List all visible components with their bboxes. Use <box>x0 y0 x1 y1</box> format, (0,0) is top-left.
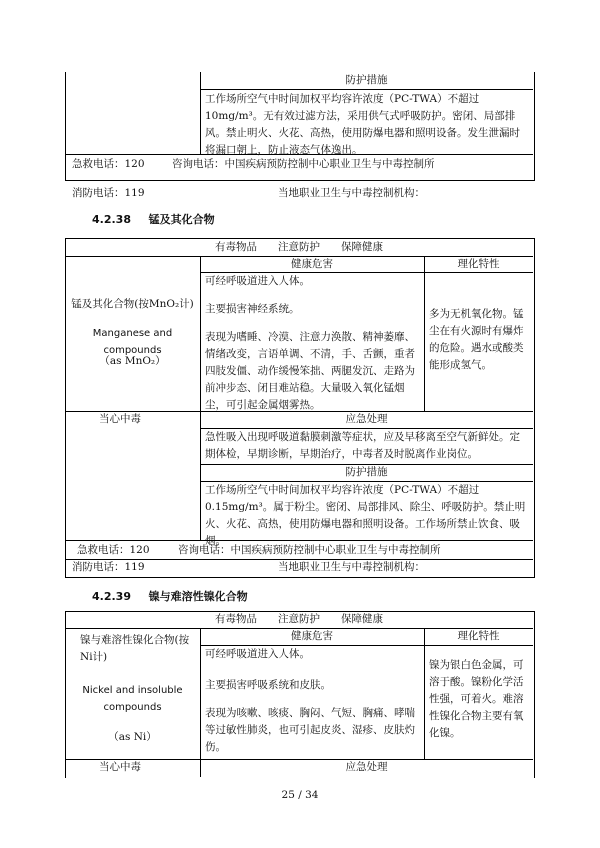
section-39-emergency-header: 应急处理 <box>345 761 388 773</box>
section-38-col-divider-1 <box>200 256 201 540</box>
section-39-name-en-as: （as Ni） <box>108 731 157 743</box>
section-39-hazard-2: 主要损害呼吸系统和皮肤。 <box>205 679 331 691</box>
section-38-consult-phone: 咨询电话：中国疾病预防控制中心职业卫生与中毒控制所 <box>178 544 441 556</box>
section-38-local-org: 当地职业卫生与中毒控制机构： <box>278 561 425 573</box>
section-39-caution-label: 当心中毒 <box>99 761 141 773</box>
section-38-health-header: 健康危害 <box>291 258 333 270</box>
section-38-title: 锰及其化合物 <box>148 213 215 226</box>
section-38-warning-line: 有毒物品 注意防护 保障健康 <box>215 241 383 253</box>
section-39-property-text: 镍为银白色金属，可溶于酸。镍粉化学活性强，可着火。难溶性镍化合物主要有氧化镍。 <box>429 659 524 739</box>
section-38-hazard-1: 可经呼吸道进入人体。 <box>205 275 310 287</box>
top-protect-header-line <box>200 89 533 90</box>
top-emergency-phone: 急救电话：120 <box>72 158 145 170</box>
section-38-row-line-6 <box>65 540 533 541</box>
section-39-number: 4.2.39 <box>92 590 131 603</box>
top-consult-phone: 咨询电话：中国疾病预防控制中心职业卫生与中毒控制所 <box>172 158 435 170</box>
section-38-emergency-header: 应急处理 <box>345 413 388 425</box>
section-39-name-en-1: Nickel and insoluble <box>82 685 183 696</box>
page-number: 25 / 34 <box>281 789 319 801</box>
section-39-name-cn: 镍与难溶性镍化合物(按Ni计) <box>80 634 190 663</box>
section-38-hazard-3: 表现为嗜睡、冷漠、注意力涣散、精神萎靡、情绪改变，言语单调、不清，手、舌颤，重者四肢发僵、动作缓慢笨拙、两腿发沉、走路为前冲步态、闭目难站稳。大量吸入氧化锰烟尘，可引起金属烟雾热。 <box>205 331 415 411</box>
section-39-warning-line: 有毒物品 注意防护 保障健康 <box>215 613 383 625</box>
section-38-protect-text: 工作场所空气中时间加权平均容许浓度（PC-TWA）不超过0.15mg/m³。属于粉尘。密闭、局部排风、除尘、呼吸防护。禁止明火、火花、高热，使用防爆电器和照明设备。工作场所禁止饮食、吸烟。 <box>205 484 526 547</box>
section-39-hazard-3: 表现为咳嗽、咳痰、胸闷、气短、胸痛、哮喘等过敏性肺炎，也可引起皮炎、湿疹、皮肤灼伤。 <box>205 707 415 753</box>
section-38-name-cn: 锰及其化合物(按MnO₂计) <box>71 298 194 310</box>
top-protect-title: 防护措施 <box>345 74 388 86</box>
section-39-title: 镍与难溶性镍化合物 <box>148 590 248 603</box>
section-38-caution-label: 当心中毒 <box>99 413 141 425</box>
section-38-name-en-as: （as MnO₂） <box>99 355 166 367</box>
section-38-heading <box>92 211 215 227</box>
section-39-hazard-1: 可经呼吸道进入人体。 <box>205 648 310 660</box>
section-39-health-header: 健康危害 <box>291 630 333 642</box>
section-38-property-header: 理化特性 <box>457 258 500 270</box>
section-38-fire-phone: 消防电话：119 <box>72 561 145 573</box>
section-38-emergency-text: 急性吸入出现呼吸道黏膜刺激等症状，应及早移离至空气新鲜处。定期体检，早期诊断，早期治疗，中毒者及时脱离作业岗位。 <box>205 431 520 460</box>
top-protect-text: 工作场所空气中时间加权平均容许浓度（PC-TWA）不超过10mg/m³。无有效过滤方法，采用供气式呼吸防护。密闭、局部排风。禁止明火、火花、高热，使用防爆电器和照明设备。发生泄漏时将漏口朝上，防止液态气体逸出。 <box>205 93 520 156</box>
section-38-number: 4.2.38 <box>92 213 131 226</box>
section-38-property-text: 多为无机氧化物。锰尘在有火源时有爆炸的危险。遇水或酸类能形成氢气。 <box>429 308 524 371</box>
top-local-org: 当地职业卫生与中毒控制机构： <box>278 187 425 199</box>
section-38-col-divider-2 <box>424 256 425 411</box>
section-39-col-divider-1 <box>200 628 201 777</box>
top-fire-phone: 消防电话：119 <box>72 187 145 199</box>
section-38-name-en: Manganese and compounds <box>92 328 173 356</box>
section-39-property-header: 理化特性 <box>457 630 500 642</box>
section-39-name-en-2: compounds <box>103 702 162 713</box>
section-38-hazard-2: 主要损害神经系统。 <box>205 303 300 315</box>
section-39-col-divider-2 <box>424 628 425 759</box>
section-39-heading <box>92 588 248 604</box>
section-38-protect-header: 防护措施 <box>345 466 388 478</box>
section-38-emergency-phone: 急救电话：120 <box>77 544 150 556</box>
